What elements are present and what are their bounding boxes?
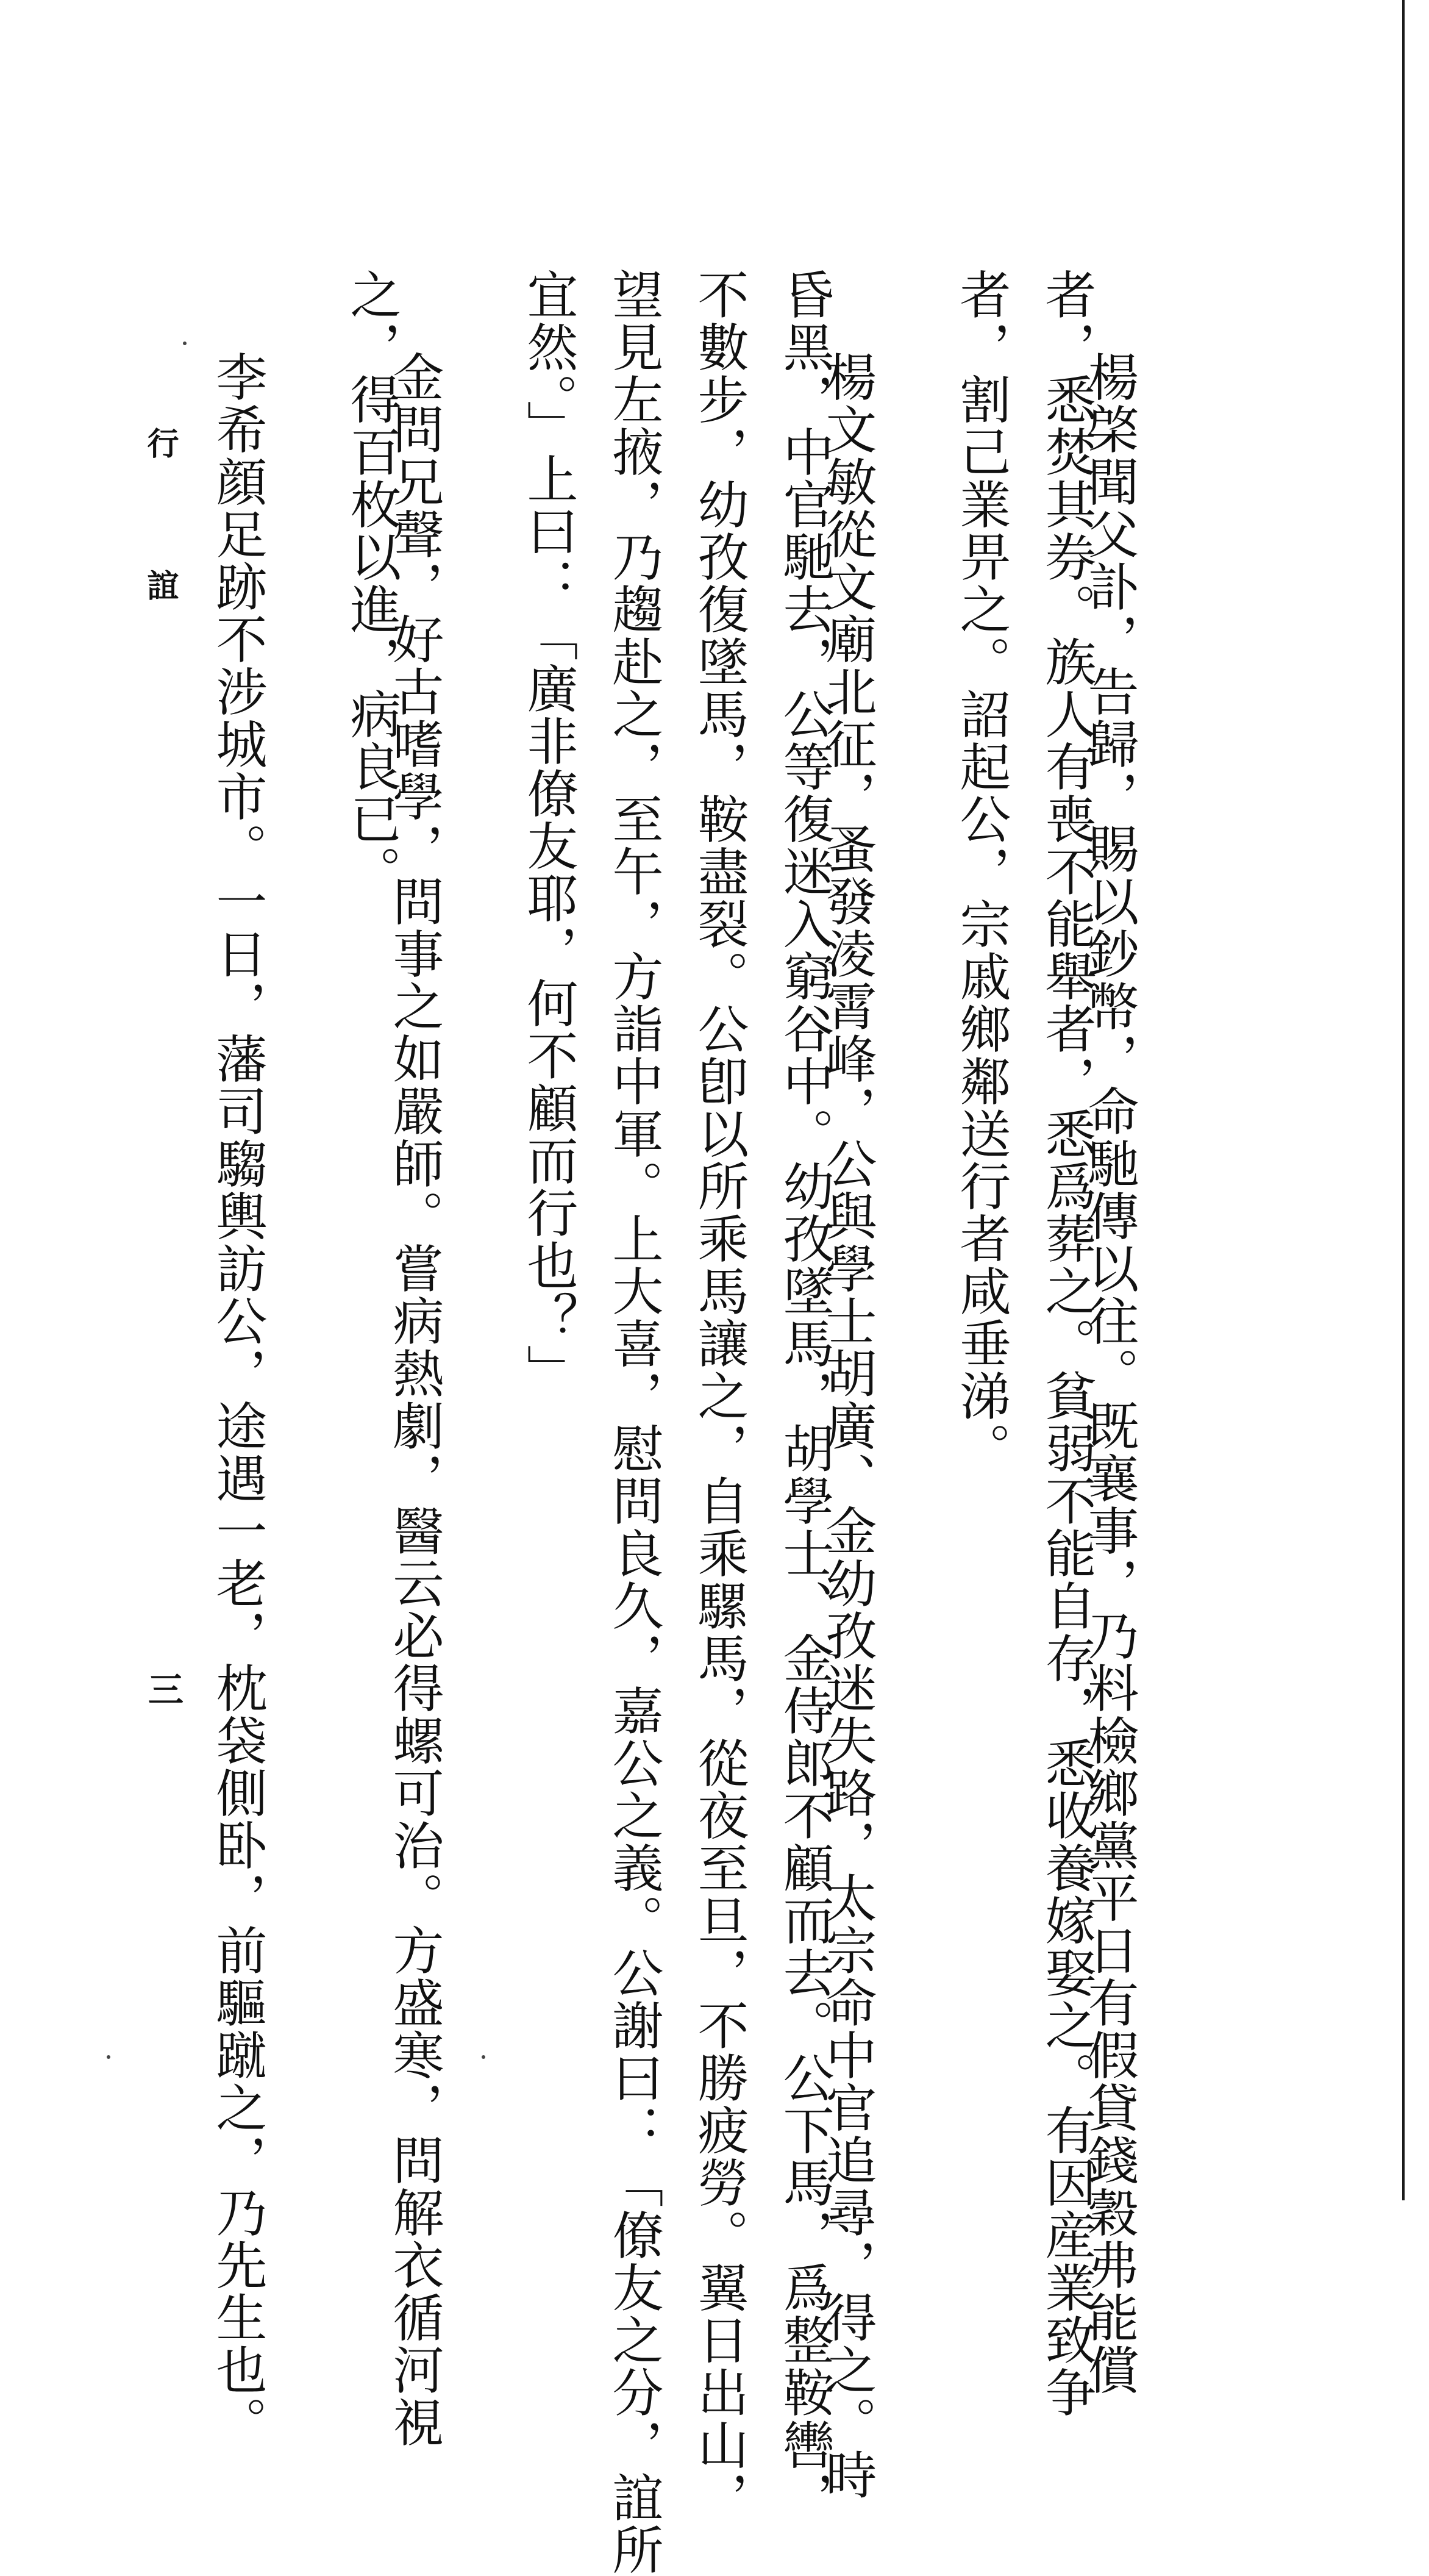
print-speck — [107, 2055, 110, 2059]
text-column: 李希顔足跡不涉城市。一日，藩司騶輿訪公，途遇一老，枕袋側卧，前驅蹴之，乃先生也。 — [208, 351, 268, 2449]
text-column: 望見左掖，乃趨赴之，至午，方詣中軍。上大喜，慰問良久，嘉公之義。公謝曰：「僚友之分，誼所 — [604, 268, 664, 2576]
page-edge — [1402, 0, 1405, 2200]
running-header: 行 誼 — [141, 427, 179, 637]
text-column: 宜然。」上曰：「廣非僚友耶，何不顧而行也？」 — [519, 268, 579, 1397]
print-speck — [183, 342, 187, 345]
text-column: 楊棨聞父訃，告歸，賜以鈔幣，命馳傳以往。既襄事，乃料檢鄉黨平日有假貸錢穀弗能償 — [1080, 351, 1139, 2396]
text-column: 昏黑，中官馳去，公等復迷入窮谷中。幼孜墜馬，胡學士、金侍郎不顧而去。公下馬，爲整鞍轡， — [775, 268, 835, 2524]
print-speck — [482, 2055, 485, 2059]
text-column: 者，割己業畀之。詔起公，宗戚鄉鄰送行者咸垂涕。 — [952, 268, 1011, 1475]
page-number: 三 — [142, 1671, 184, 1706]
text-column: 金問兄聲，好古嗜學，問事之如嚴師。嘗病熱劇，醫云必得螺可治。方盛寒，問解衣循河視 — [385, 351, 444, 2449]
text-column: 之，得百枚以進，病良已。 — [342, 268, 402, 898]
text-column: 不數步，幼孜復墜馬，鞍盡裂。公卽以所乘馬讓之，自乘騾馬，從夜至旦，不勝疲勞。翼日出山， — [690, 268, 749, 2524]
text-column: 楊文敏從文廟北征，蚤發淩霄峰，公與學士胡廣、金幼孜迷失路，太宗命中官追尋，得之。時 — [818, 351, 877, 2501]
text-column: 者，悉焚其券。族人有喪不能舉者，悉爲葬之。貧弱不能自存，悉收養嫁娶之。有因産業致争 — [1037, 268, 1097, 2419]
